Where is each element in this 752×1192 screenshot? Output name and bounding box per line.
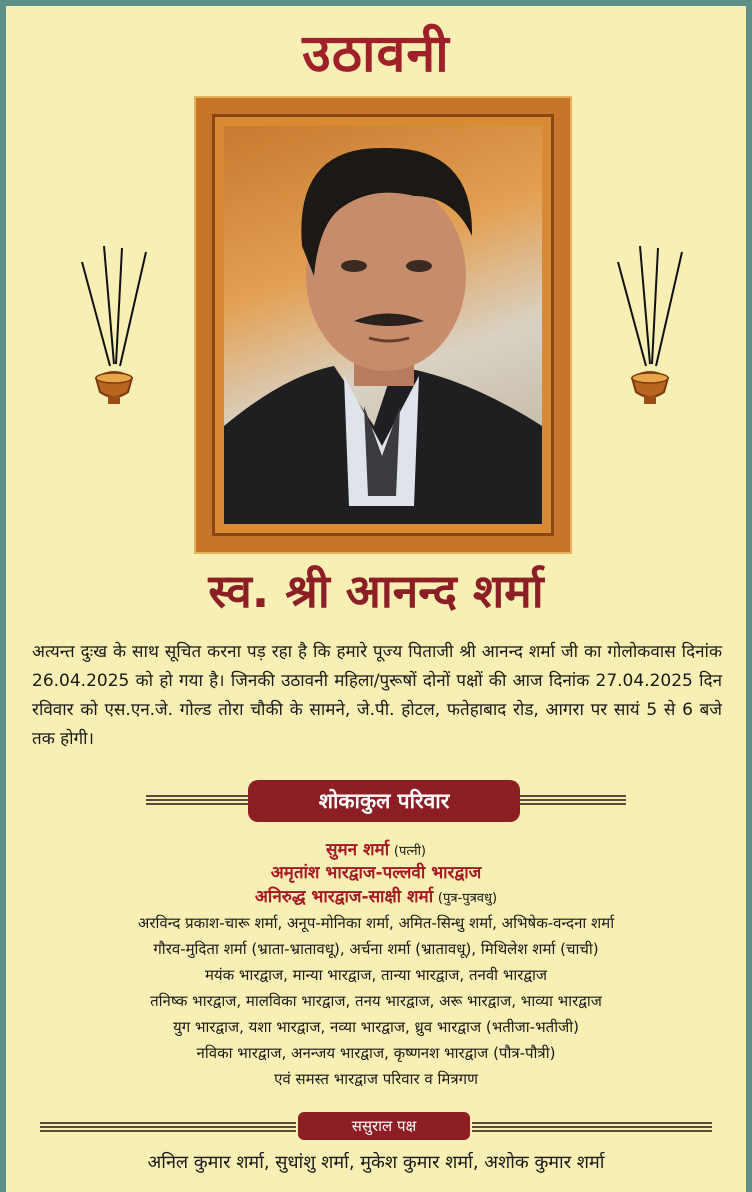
page-title: उठावनी (302, 24, 450, 84)
wife-name: सुमन शर्मा (325, 840, 390, 860)
son-couple-2: अनिरुद्ध भारद्वाज-साक्षी शर्मा (254, 887, 434, 907)
decorative-rule (40, 1122, 296, 1132)
in-laws-list: अनिल कुमार शर्मा, सुधांशु शर्मा, मुकेश कुमार शर्मा, अशोक कुमार शर्मा (147, 1152, 605, 1173)
list-item: तनिष्क भारद्वाज, मालविका भारद्वाज, तनय भारद्वाज, अरू भारद्वाज, भाव्या भारद्वाज (150, 992, 602, 1010)
list-item (0, 884, 752, 910)
decorative-rule (518, 795, 626, 805)
incense-stick-icon (74, 246, 152, 412)
decorative-rule (472, 1122, 712, 1132)
list-item: युग भारद्वाज, यशा भारद्वाज, नव्या भारद्वाज, ध्रुव भारद्वाज (भतीजा-भतीजी) (173, 1018, 579, 1036)
list-item: नविका भारद्वाज, अनन्जय भारद्वाज, कृष्णनश भारद्वाज (पौत्र-पौत्री) (196, 1044, 556, 1062)
list-item (0, 862, 752, 884)
relation-label: (पत्नी) (393, 844, 427, 859)
incense-stick-icon (610, 246, 688, 412)
list-item: गौरव-मुदिता शर्मा (भ्राता-भ्रातावधू), अर्चना शर्मा (भ्रातावधू), मिथिलेश शर्मा (चाची) (153, 940, 599, 958)
portrait-photo (224, 126, 542, 524)
list-item: अरविन्द प्रकाश-चारू शर्मा, अनूप-मोनिका शर्मा, अमित-सिन्धु शर्मा, अभिषेक-वन्दना शर्मा (137, 914, 615, 932)
announcement-text: अत्यन्त दुःख के साथ सूचित करना पड़ रहा है कि हमारे पूज्य पिताजी श्री आनन्द शर्मा जी का गोलोकवास दिनांक 26.04.2025 को हो गया है। जिनकी उठावनी महिला/पुरूषों दोनों पक्षों की आज दिनांक 27.04.2025 दिन रविवार को एस.एन.जे. गोल्ड तोरा चौकी के सामने, जे.पी. होटल, फतेहाबाद रोड, आगरा पर सायं 5 से 6 बजे तक होगी। (32, 642, 722, 749)
list-item (0, 838, 752, 862)
family-list (0, 838, 752, 1092)
son-couple-1: अमृतांश भारद्वाज-पल्लवी भारद्वाज (270, 863, 482, 883)
family-heading: शोकाकुल परिवार (248, 780, 520, 822)
list-item: मयंक भारद्वाज, मान्या भारद्वाज, तान्या भारद्वाज, तनवी भारद्वाज (204, 966, 548, 984)
relation-label: (पुत्र-पुत्रवधु) (437, 891, 498, 906)
deceased-name: स्व. श्री आनन्द शर्मा (208, 564, 544, 618)
in-laws-heading: ससुराल पक्ष (298, 1112, 470, 1140)
portrait-frame (196, 98, 570, 552)
list-item: एवं समस्त भारद्वाज परिवार व मित्रगण (274, 1070, 478, 1088)
decorative-rule (146, 795, 250, 805)
